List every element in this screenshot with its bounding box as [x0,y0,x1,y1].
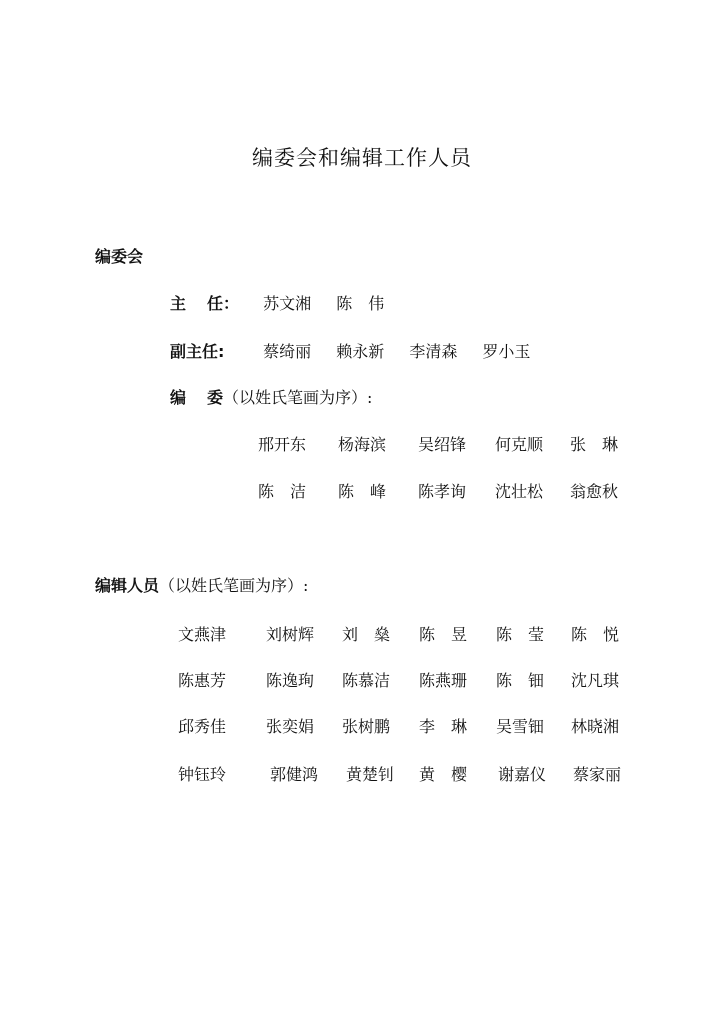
editor-name: 陈燕珊 [419,671,468,690]
editor-name: 黄楚钊 [346,765,395,784]
member-name: 张 琳 [570,435,619,454]
editor-name: 钟钰玲 [178,765,227,784]
page-title: 编委会和编辑工作人员 [252,146,472,170]
committee-heading: 编委会 [95,247,144,266]
member-name: 翁愈秋 [570,482,619,501]
deputy-row [170,339,550,362]
director-name: 陈 伟 [336,294,385,313]
member-name: 陈孝询 [418,482,467,501]
deputy-name: 蔡绮丽 [263,342,312,361]
editors-heading [95,573,308,596]
deputy-name: 赖永新 [336,342,385,361]
members-note: （以姓氏笔画为序）: [223,388,373,407]
editor-name: 陈慕洁 [342,671,391,690]
members-label-part-b: 委 [207,388,224,407]
director-row [170,291,404,314]
editor-name: 谢嘉仪 [498,765,547,784]
editor-name: 文燕津 [178,625,227,644]
editor-name: 吴雪钿 [496,717,545,736]
editor-name: 陈 悦 [571,625,620,644]
member-name: 沈壮松 [495,482,544,501]
editor-name: 沈凡琪 [571,671,620,690]
deputy-label: 副主任: [170,342,225,361]
editor-name: 黄 樱 [419,765,468,784]
editor-name: 陈 莹 [496,625,545,644]
member-name: 陈 洁 [258,482,307,501]
editor-name: 邱秀佳 [178,717,227,736]
deputy-name: 李清森 [409,342,458,361]
director-label-part-a: 主 [170,294,187,313]
member-name: 陈 峰 [338,482,387,501]
editors-note: （以姓氏笔画为序）: [159,576,309,595]
members-label-part-a: 编 [170,388,187,407]
editor-name: 刘树辉 [266,625,315,644]
member-name: 吴绍锋 [418,435,467,454]
editor-name: 刘 燊 [342,625,391,644]
deputy-name: 罗小玉 [482,342,531,361]
editor-name: 陈 钿 [496,671,545,690]
editor-name: 林晓湘 [571,717,620,736]
member-name: 杨海滨 [338,435,387,454]
editor-name: 陈惠芳 [178,671,227,690]
members-label [170,385,372,408]
member-name: 何克顺 [495,435,544,454]
members-row [170,385,372,408]
editor-name: 张树鹏 [342,717,391,736]
director-label-part-b: 任： [207,294,240,313]
director-name: 苏文湘 [263,294,312,313]
editor-name: 郭健鸿 [270,765,319,784]
member-name: 邢开东 [258,435,307,454]
editor-name: 陈逸珣 [266,671,315,690]
editor-name: 陈 昱 [419,625,468,644]
editor-name: 蔡家丽 [573,765,622,784]
editor-name: 张奕娟 [266,717,315,736]
editor-name: 李 琳 [419,717,468,736]
editors-heading-text: 编辑人员 [95,576,160,595]
director-label [170,291,258,314]
